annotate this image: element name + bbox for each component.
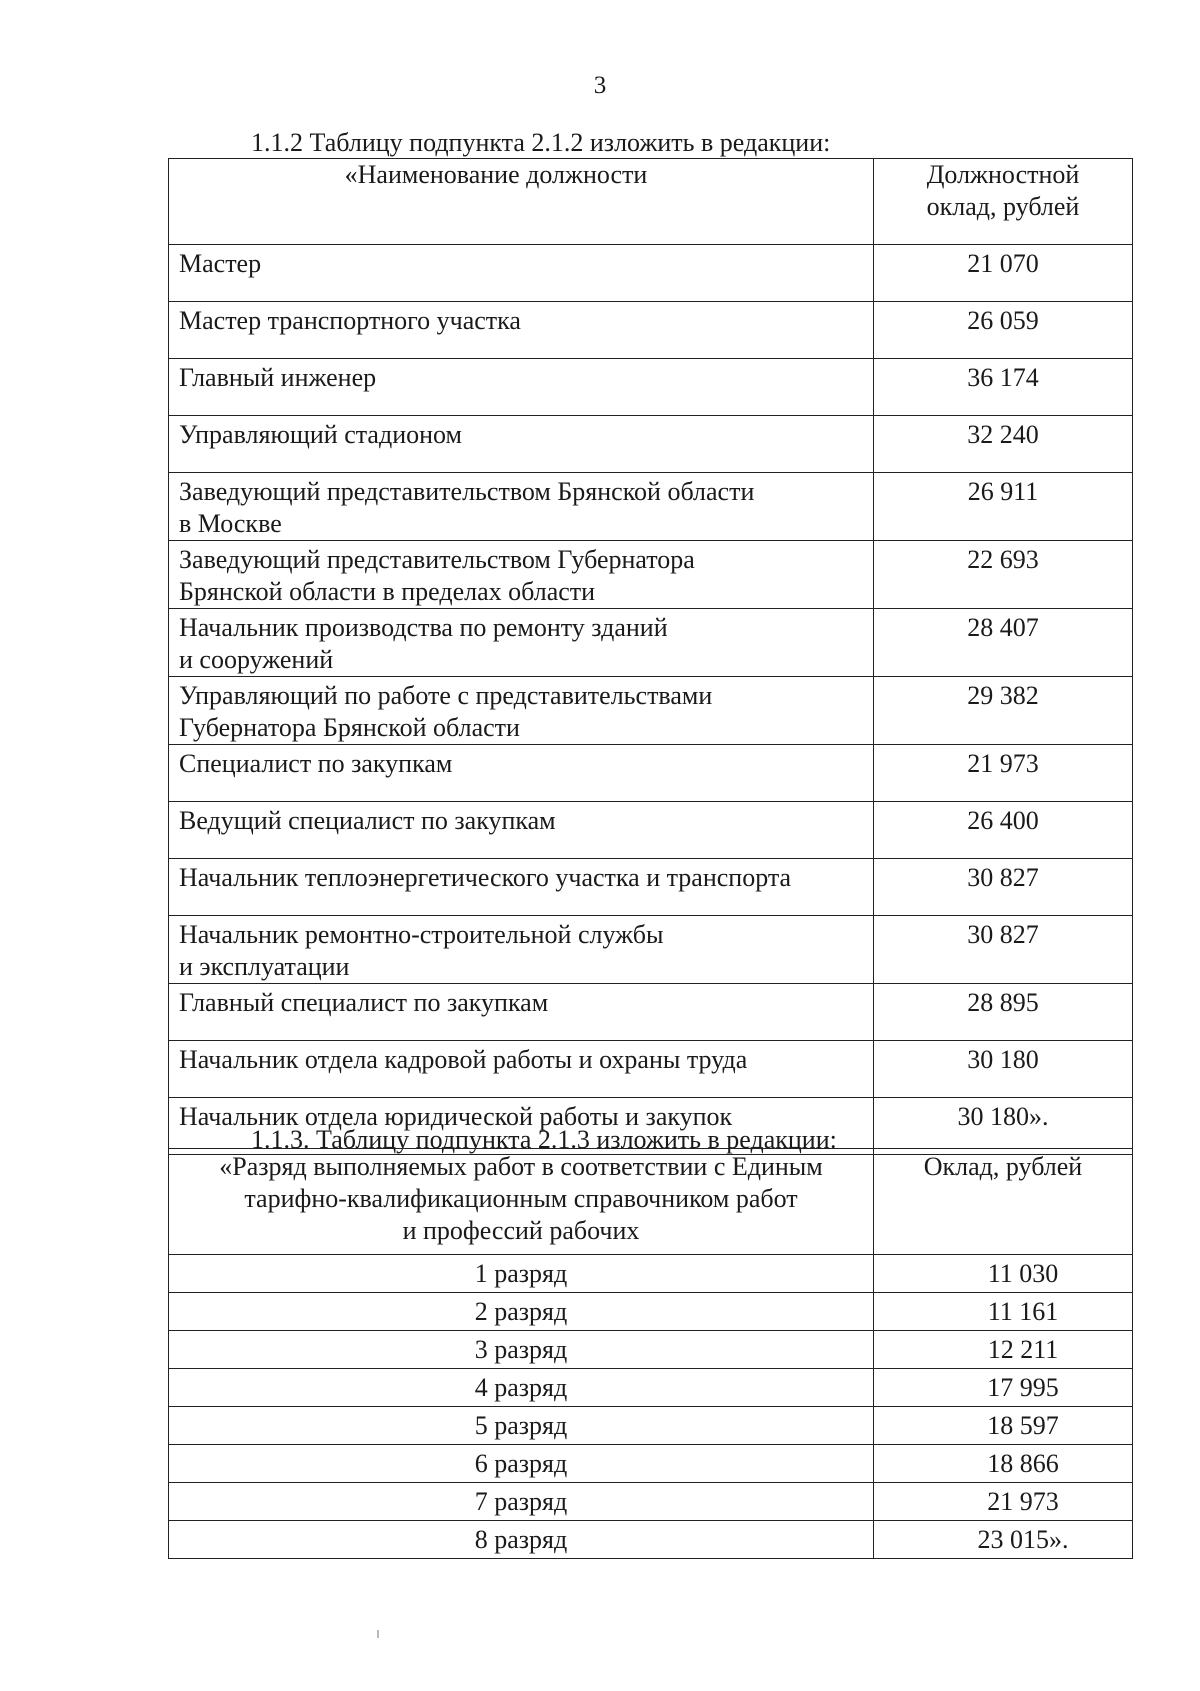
table-header-row xyxy=(169,1149,1133,1255)
position-name: Специалист по закупкам xyxy=(169,745,874,802)
grade-name: 3 разряд xyxy=(169,1331,874,1369)
salary-value: 11 161 xyxy=(874,1293,1133,1331)
table-row xyxy=(169,541,1133,609)
salary-value: 30 827 xyxy=(874,859,1133,916)
section-heading-1-1-2: 1.1.2 Таблицу подпункта 2.1.2 изложить в редакции: xyxy=(251,128,831,157)
table-row xyxy=(169,984,1133,1041)
position-name: Начальник теплоэнергетического участка и транспорта xyxy=(169,859,874,916)
position-name: Главный инженер xyxy=(169,359,874,416)
column-header-position: «Наименование должности xyxy=(169,159,874,245)
table-row xyxy=(169,359,1133,416)
table-row xyxy=(169,745,1133,802)
position-name: Начальник производства по ремонту зданий и сооружений xyxy=(169,609,874,677)
salary-value: 18 866 xyxy=(874,1445,1133,1483)
table-row xyxy=(169,1521,1133,1559)
table-row xyxy=(169,677,1133,745)
table-header-row xyxy=(169,159,1133,245)
salary-value: 12 211 xyxy=(874,1331,1133,1369)
salary-value: 26 400 xyxy=(874,802,1133,859)
scan-artifact xyxy=(377,1630,379,1638)
salary-value: 30 827 xyxy=(874,916,1133,984)
grade-name: 8 разряд xyxy=(169,1521,874,1559)
grade-name: 6 разряд xyxy=(169,1445,874,1483)
position-name: Мастер xyxy=(169,245,874,302)
salary-value: 30 180 xyxy=(874,1041,1133,1098)
salary-value: 28 407 xyxy=(874,609,1133,677)
table-row xyxy=(169,1255,1133,1293)
page-number: 3 xyxy=(593,72,607,99)
salary-value: 22 693 xyxy=(874,541,1133,609)
salary-value: 21 973 xyxy=(874,745,1133,802)
position-name: Начальник ремонтно-строительной службы и эксплуатации xyxy=(169,916,874,984)
position-name: Управляющий стадионом xyxy=(169,416,874,473)
position-name: Начальник отдела юридической работы и закупок xyxy=(169,1098,874,1155)
salary-table-grades xyxy=(168,1148,1133,1559)
position-name: Мастер транспортного участка xyxy=(169,302,874,359)
grade-name: 7 разряд xyxy=(169,1483,874,1521)
grade-name: 5 разряд xyxy=(169,1407,874,1445)
table-row xyxy=(169,802,1133,859)
position-name: Главный специалист по закупкам xyxy=(169,984,874,1041)
table-row xyxy=(169,1445,1133,1483)
table-row xyxy=(169,245,1133,302)
salary-value: 17 995 xyxy=(874,1369,1133,1407)
salary-value: 29 382 xyxy=(874,677,1133,745)
table-row xyxy=(169,416,1133,473)
table-row xyxy=(169,302,1133,359)
position-name: Начальник отдела кадровой работы и охраны труда xyxy=(169,1041,874,1098)
table-row xyxy=(169,473,1133,541)
salary-value: 21 070 xyxy=(874,245,1133,302)
table-row xyxy=(169,1331,1133,1369)
table-row xyxy=(169,1407,1133,1445)
salary-value: 18 597 xyxy=(874,1407,1133,1445)
table-row xyxy=(169,1041,1133,1098)
salary-value: 30 180». xyxy=(874,1098,1133,1155)
table-row xyxy=(169,1369,1133,1407)
position-name: Заведующий представительством Брянской области в Москве xyxy=(169,473,874,541)
salary-value: 11 030 xyxy=(874,1255,1133,1293)
position-name: Управляющий по работе с представительствами Губернатора Брянской области xyxy=(169,677,874,745)
column-header-salary: Должностной оклад, рублей xyxy=(874,159,1133,245)
column-header-salary: Оклад, рублей xyxy=(874,1149,1133,1255)
position-name: Ведущий специалист по закупкам xyxy=(169,802,874,859)
table-row xyxy=(169,1483,1133,1521)
table-row xyxy=(169,609,1133,677)
section-heading-1-1-3: 1.1.3. Таблицу подпункта 2.1.3 изложить в редакции: xyxy=(251,1125,837,1154)
salary-table-positions xyxy=(168,158,1133,1155)
grade-name: 1 разряд xyxy=(169,1255,874,1293)
table-row xyxy=(169,859,1133,916)
salary-value: 26 911 xyxy=(874,473,1133,541)
position-name: Заведующий представительством Губернатора Брянской области в пределах области xyxy=(169,541,874,609)
salary-value: 21 973 xyxy=(874,1483,1133,1521)
table-row xyxy=(169,1293,1133,1331)
grade-name: 4 разряд xyxy=(169,1369,874,1407)
salary-value: 28 895 xyxy=(874,984,1133,1041)
salary-value: 32 240 xyxy=(874,416,1133,473)
column-header-grade: «Разряд выполняемых работ в соответствии с Единым тарифно-квалификационным справочником работ и профессий рабочих xyxy=(169,1149,874,1255)
salary-value: 26 059 xyxy=(874,302,1133,359)
salary-value: 23 015». xyxy=(874,1521,1133,1559)
grade-name: 2 разряд xyxy=(169,1293,874,1331)
table-row xyxy=(169,916,1133,984)
salary-value: 36 174 xyxy=(874,359,1133,416)
